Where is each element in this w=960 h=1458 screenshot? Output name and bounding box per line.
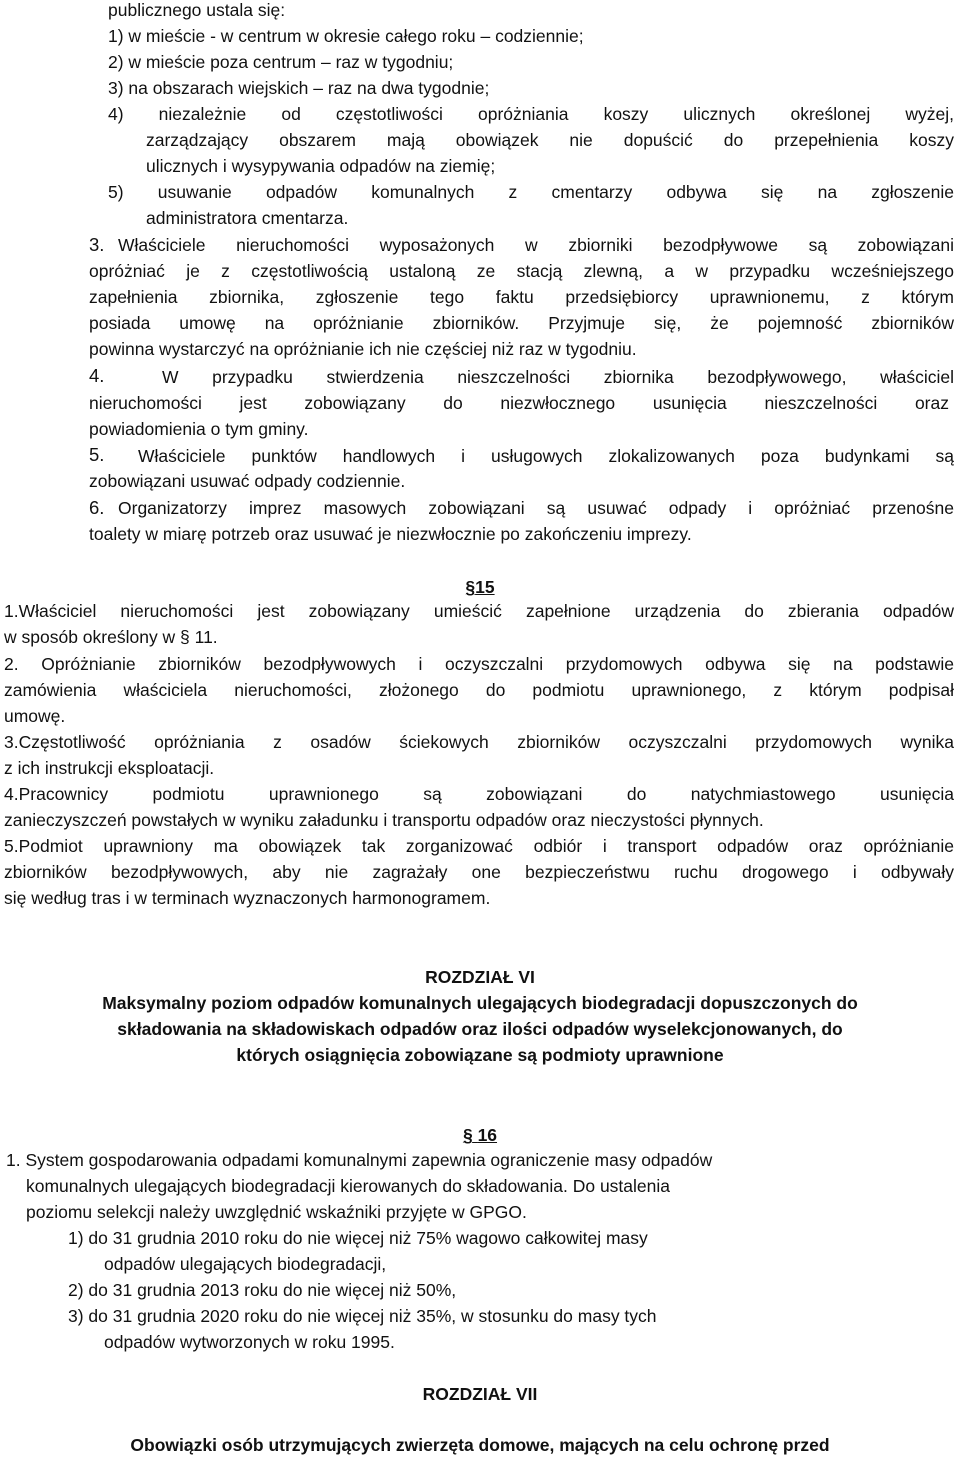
- chapter-heading-line: składowania na składowiskach odpadów oraz ilości odpadów wyselekcjonowanych, do: [117, 1019, 843, 1039]
- paragraph-line: 2. Opróżnianie zbiorników bezodpływowych i oczyszczalni przydomowych odbywa się na podstawie: [4, 654, 954, 674]
- paragraph-line: powinna wystarczyć na opróżnianie ich nie częściej niż raz w tygodniu.: [89, 339, 637, 359]
- list-item-continuation: odpadów wytworzonych w roku 1995.: [104, 1332, 395, 1352]
- intro-line: publicznego ustala się:: [108, 0, 286, 20]
- paragraph-number: 3.: [89, 234, 105, 255]
- list-item-continuation: zarządzający obszarem mają obowiązek nie dopuścić do przepełnienia koszy: [146, 130, 954, 150]
- paragraph-line: poziomu selekcji należy uwzględnić wskaźniki przyjęte w GPGO.: [26, 1202, 527, 1222]
- section-number: 16: [477, 1125, 498, 1145]
- section-symbol: §: [462, 1125, 473, 1145]
- list-item: 2) w mieście poza centrum – raz w tygodniu;: [108, 52, 454, 72]
- list-item: 3) na obszarach wiejskich – raz na dwa tygodnie;: [108, 78, 490, 98]
- chapter-title: ROZDZIAŁ VI: [425, 967, 535, 987]
- list-item: 5) usuwanie odpadów komunalnych z cmentarzy odbywa się na zgłoszenie: [108, 182, 954, 202]
- paragraph-line: W przypadku stwierdzenia nieszczelności zbiornika bezodpływowego, właściciel: [162, 367, 954, 387]
- paragraph-line: zbiorników bezodpływowych, aby nie zagrażały one bezpieczeństwu ruchu drogowego i odbywały: [4, 862, 954, 882]
- chapter-title: ROZDZIAŁ VII: [422, 1384, 538, 1404]
- list-item: 4) niezależnie od częstotliwości opróżniania koszy ulicznych określonej wyżej,: [108, 104, 954, 124]
- paragraph-line: z ich instrukcji eksploatacji.: [4, 758, 215, 778]
- section-heading-15: [0, 576, 960, 598]
- paragraph-line: 5.Podmiot uprawniony ma obowiązek tak zorganizować odbiór i transport odpadów oraz opróżnianie: [4, 836, 954, 856]
- list-item: 2) do 31 grudnia 2013 roku do nie więcej niż 50%,: [68, 1280, 457, 1300]
- paragraph-number: 6.: [89, 497, 105, 518]
- paragraph-line: posiada umowę na opróżnianie zbiorników. Przyjmuje się, że pojemność zbiorników: [89, 313, 954, 333]
- list-item: 1) do 31 grudnia 2010 roku do nie więcej niż 75% wagowo całkowitej masy: [68, 1228, 648, 1248]
- chapter-heading-line: Obowiązki osób utrzymujących zwierzęta domowe, mających na celu ochronę przed: [130, 1435, 830, 1455]
- section-heading-16: [0, 1124, 960, 1146]
- paragraph-line: zapełnienia zbiornika, zgłoszenie tego faktu przedsiębiorcy uprawnionemu, z którym: [89, 287, 954, 307]
- list-item-continuation: ulicznych i wysypywania odpadów na ziemię;: [146, 156, 496, 176]
- paragraph-line: toalety w miarę potrzeb oraz usuwać je niezwłocznie po zakończeniu imprezy.: [89, 524, 692, 544]
- paragraph-line: Właściciele nieruchomości wyposażonych w zbiorniki bezodpływowe są zobowiązani: [118, 235, 954, 255]
- paragraph-line: 1.Właściciel nieruchomości jest zobowiązany umieścić zapełnione urządzenia do zbierania odpadów: [4, 601, 954, 621]
- section-number: 15: [475, 577, 495, 597]
- paragraph-line: 1. System gospodarowania odpadami komunalnymi zapewnia ograniczenie masy odpadów: [6, 1150, 713, 1170]
- paragraph-line: w sposób określony w § 11.: [4, 627, 218, 647]
- section-symbol: §: [465, 577, 476, 597]
- paragraph-line: Właściciele punktów handlowych i usługowych zlokalizowanych poza budynkami są: [138, 446, 954, 466]
- paragraph-number: 5.: [89, 444, 105, 465]
- list-item: 3) do 31 grudnia 2020 roku do nie więcej niż 35%, w stosunku do masy tych: [68, 1306, 657, 1326]
- paragraph-line: zobowiązani usuwać odpady codziennie.: [89, 471, 406, 491]
- paragraph-line: 4.Pracownicy podmiotu uprawnionego są zobowiązani do natychmiastowego usunięcia: [4, 784, 954, 804]
- paragraph-line: 3.Częstotliwość opróżniania z osadów ściekowych zbiorników oczyszczalni przydomowych wynika: [4, 732, 954, 752]
- list-item-continuation: odpadów ulegających biodegradacji,: [104, 1254, 387, 1274]
- paragraph-line: nieruchomości jest zobowiązany do niezwłocznego usunięcia nieszczelności oraz: [89, 393, 949, 413]
- paragraph-line: komunalnych ulegających biodegradacji kierowanych do składowania. Do ustalenia: [26, 1176, 670, 1196]
- chapter-heading-line: których osiągnięcia zobowiązane są podmioty uprawnione: [236, 1045, 724, 1065]
- list-item: 1) w mieście - w centrum w okresie całego roku – codziennie;: [108, 26, 584, 46]
- paragraph-line: Organizatorzy imprez masowych zobowiązani są usuwać odpady i opróżniać przenośne: [118, 498, 954, 518]
- paragraph-line: opróżniać je z częstotliwością ustaloną ze stacją zlewną, a w przypadku wcześniejszego: [89, 261, 954, 281]
- paragraph-line: powiadomienia o tym gminy.: [89, 419, 309, 439]
- paragraph-number: 4.: [89, 365, 105, 386]
- paragraph-line: umowę.: [4, 706, 66, 726]
- paragraph-line: zanieczyszczeń powstałych w wyniku załadunku i transportu odpadów oraz nieczystości płynnych.: [4, 810, 764, 830]
- chapter-heading-line: Maksymalny poziom odpadów komunalnych ulegających biodegradacji dopuszczonych do: [102, 993, 858, 1013]
- list-item-continuation: administratora cmentarza.: [146, 208, 349, 228]
- paragraph-line: zamówienia właściciela nieruchomości, złożonego do podmiotu uprawnionego, z którym podpisał: [4, 680, 954, 700]
- paragraph-line: się według tras i w terminach wyznaczonych harmonogramem.: [4, 888, 491, 908]
